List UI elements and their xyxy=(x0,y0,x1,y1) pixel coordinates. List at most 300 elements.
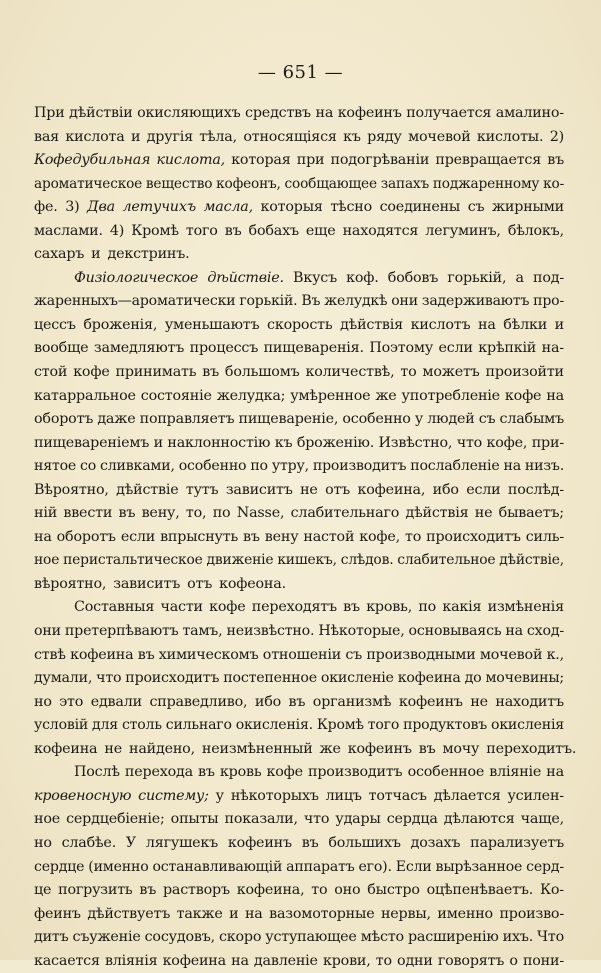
text-line xyxy=(34,620,564,644)
word: ибо xyxy=(254,693,282,710)
word: расширенію xyxy=(407,929,499,946)
word: лицъ xyxy=(325,787,362,804)
text-line xyxy=(34,832,564,856)
word: дѣйствія xyxy=(405,505,469,522)
word: другія xyxy=(146,128,193,145)
word: при xyxy=(296,152,325,169)
word: слабымъ xyxy=(499,411,564,428)
word: на xyxy=(546,387,564,404)
word: пищевареніе, xyxy=(238,411,339,428)
word: дѣйствія xyxy=(340,316,403,333)
word: относящіяся xyxy=(243,128,337,145)
word: послабленіе xyxy=(410,458,500,475)
word: происходитъ xyxy=(426,528,521,545)
word: измѣненія xyxy=(487,599,564,616)
word: съ xyxy=(478,411,496,428)
word: сахаръ xyxy=(34,246,85,263)
word: съуженіе xyxy=(72,929,141,946)
word: кофе xyxy=(73,364,110,381)
word: задерживаютъ xyxy=(421,293,530,310)
word: производными xyxy=(366,646,476,663)
word: Въ xyxy=(301,293,321,310)
word: кофе, xyxy=(486,434,528,451)
word: Кромѣ xyxy=(316,717,364,734)
word: и xyxy=(130,128,141,145)
word: декстринъ. xyxy=(107,246,190,263)
word: быстро xyxy=(367,882,420,899)
word: касается xyxy=(34,952,100,969)
word: столь xyxy=(121,717,162,734)
word: перистальтическое xyxy=(63,552,203,569)
word: основываясь xyxy=(408,623,502,640)
word: коф. xyxy=(346,269,379,286)
word: даже xyxy=(97,411,136,428)
word: и xyxy=(153,434,163,451)
word: показали, xyxy=(224,811,298,828)
text-line xyxy=(34,856,564,880)
word: низъ. xyxy=(524,458,564,475)
word: они xyxy=(34,623,61,640)
word: сердцебіеніе; xyxy=(66,811,165,828)
word: Что xyxy=(537,929,565,946)
word: именно xyxy=(437,905,493,922)
text-line xyxy=(34,432,564,456)
word: наклонностію xyxy=(167,434,271,451)
word: катарральное xyxy=(34,387,136,404)
text-line xyxy=(34,361,564,385)
text-line xyxy=(34,926,564,950)
word: принимать xyxy=(115,364,197,381)
word: впрыснуть xyxy=(160,528,239,545)
word: и xyxy=(229,905,239,922)
word: дѣлаются xyxy=(443,811,515,828)
text-line xyxy=(34,290,564,314)
word: мочу xyxy=(442,740,480,757)
word: мѣсто xyxy=(360,929,404,946)
word: к., xyxy=(546,646,564,663)
text-line xyxy=(34,196,564,220)
word: сильнаго xyxy=(165,717,232,734)
word: зависитъ xyxy=(225,481,293,498)
word: 3) xyxy=(65,199,80,216)
word: дѣйствіи xyxy=(69,105,133,121)
word: въ xyxy=(547,152,564,169)
word: дитъ xyxy=(34,929,69,946)
word: отъ xyxy=(187,575,213,592)
word: это xyxy=(59,693,84,710)
word: произойти xyxy=(485,364,564,381)
word: мочевой xyxy=(479,646,543,663)
word: произво- xyxy=(499,905,564,922)
word: если xyxy=(120,528,156,545)
text-line xyxy=(34,691,564,715)
word: феинъ xyxy=(34,905,81,922)
word: дѣйствуетъ xyxy=(87,905,171,922)
word: поджаренному xyxy=(432,175,540,192)
word: вещество xyxy=(145,175,213,192)
word: соединены xyxy=(379,199,461,216)
word: особенно xyxy=(178,458,247,475)
word: того xyxy=(367,717,400,734)
text-line xyxy=(34,455,564,479)
word: бобахъ xyxy=(248,222,299,239)
word: дѣйствіе, xyxy=(499,552,564,569)
word: справедливо, xyxy=(149,693,248,710)
word: окисленія xyxy=(491,717,564,734)
word: фе. xyxy=(34,199,58,216)
word: слабѣе. xyxy=(61,834,117,851)
word: желудка; xyxy=(216,387,286,404)
word: легуминъ, xyxy=(425,222,501,239)
text-line xyxy=(34,149,564,173)
word: сливками, xyxy=(100,458,175,475)
word: перехода xyxy=(124,764,193,781)
word: Ко- xyxy=(539,882,564,899)
word: оборотъ xyxy=(56,528,116,545)
word: найдено, xyxy=(128,740,195,757)
word: но xyxy=(34,693,52,710)
word: отъ xyxy=(325,481,351,498)
word: процессъ xyxy=(189,340,259,357)
word: особенное xyxy=(407,764,485,781)
word: и xyxy=(91,246,101,263)
text-line xyxy=(34,314,564,338)
word: пищеваренія. xyxy=(263,340,364,357)
word: мочевины; xyxy=(485,670,565,687)
word: (именно xyxy=(88,858,149,875)
word: съ xyxy=(467,199,485,216)
word: Нѣкоторые, xyxy=(318,623,405,640)
word: умѣренное xyxy=(290,387,371,404)
word: организмѣ xyxy=(312,693,392,710)
word: кофеина xyxy=(70,646,134,663)
word: по xyxy=(418,599,437,616)
text-line xyxy=(34,526,564,550)
word: кофе xyxy=(504,387,542,404)
text-line xyxy=(34,667,564,691)
word: под- xyxy=(532,269,564,286)
word: что xyxy=(303,811,330,828)
word: скоро xyxy=(218,929,262,946)
word: кофеинъ xyxy=(398,693,463,710)
word: на xyxy=(477,316,496,333)
word: кислота xyxy=(65,128,125,145)
word: горькій, xyxy=(447,269,507,286)
word: неизмѣненный xyxy=(201,740,313,757)
word: запахъ xyxy=(380,175,430,192)
word: бѣлки xyxy=(503,316,548,333)
word: цессъ xyxy=(34,316,76,333)
word: сердца xyxy=(386,811,438,828)
word: оцѣпенѣваетъ. xyxy=(426,882,534,899)
word: кофеона. xyxy=(219,575,286,592)
word: по xyxy=(250,458,268,475)
word: бѣлокъ, xyxy=(507,222,564,239)
word: пони- xyxy=(522,952,564,969)
word: происходитъ xyxy=(125,670,220,687)
word: тотчасъ xyxy=(368,787,427,804)
word: постепенное xyxy=(223,670,317,687)
word: кофе xyxy=(266,764,303,781)
word: Извѣстно, xyxy=(378,434,453,451)
word: то xyxy=(375,952,392,969)
word: на- xyxy=(541,340,564,357)
text-line xyxy=(34,385,564,409)
word: броженію. xyxy=(296,434,375,451)
text-line xyxy=(34,220,564,244)
word: сердце xyxy=(34,858,85,875)
word: же xyxy=(319,740,341,757)
word: до xyxy=(464,670,482,687)
word: кислоты. xyxy=(476,128,544,145)
word: оно xyxy=(334,882,361,899)
word: зависитъ xyxy=(113,575,181,592)
text-line xyxy=(34,785,564,809)
word: получается xyxy=(406,105,492,121)
text-body xyxy=(34,102,577,973)
word: химическомъ xyxy=(158,646,259,663)
word: вѣроятно, xyxy=(34,575,107,592)
word: производитъ xyxy=(312,458,407,475)
word: а xyxy=(515,269,524,286)
word: кислотъ xyxy=(410,316,471,333)
word: горькій. xyxy=(239,293,298,310)
word: пищевареніемъ xyxy=(34,434,150,451)
word: замедляютъ xyxy=(93,340,185,357)
word: слабительнаго xyxy=(290,505,400,522)
word: кофеинъ xyxy=(227,834,292,851)
word: вену xyxy=(264,528,299,545)
word: то xyxy=(400,364,417,381)
word: думали, xyxy=(34,670,93,687)
word: вліяніе xyxy=(489,764,542,781)
word: аппаратъ xyxy=(286,858,355,875)
word: что xyxy=(456,434,483,451)
word: кофеинъ xyxy=(347,740,412,757)
word: но xyxy=(34,834,52,851)
word: не xyxy=(474,505,493,522)
word: то, xyxy=(185,505,207,522)
word: скорость xyxy=(267,316,333,333)
text-line xyxy=(34,714,564,738)
word: погрузить xyxy=(58,882,133,899)
word: которая xyxy=(231,152,291,169)
word: вая xyxy=(34,128,59,145)
word: что xyxy=(96,670,122,687)
word: можетъ xyxy=(422,364,480,381)
word: на xyxy=(244,905,263,922)
word: въ xyxy=(418,740,436,757)
word: крови, xyxy=(322,952,371,969)
word: кровь, xyxy=(366,599,413,616)
word: ихъ. xyxy=(502,929,534,946)
word: нятое xyxy=(34,458,77,475)
word: бобовъ xyxy=(387,269,439,286)
italic-word: летучихъ xyxy=(122,199,197,216)
word: особенно xyxy=(342,411,411,428)
word: по xyxy=(212,505,231,522)
word: въ xyxy=(224,222,242,239)
word: ряду xyxy=(367,128,402,145)
text-line xyxy=(34,549,564,573)
word: окисляющихъ xyxy=(137,105,241,121)
word: вырѣзанное xyxy=(435,858,523,875)
word: кофеина xyxy=(397,670,461,687)
italic-word: Кофедубильная xyxy=(34,152,151,169)
word: претерпѣваютъ xyxy=(64,623,179,640)
text-line xyxy=(34,243,564,267)
word: жаренныхъ—ароматически xyxy=(34,293,236,310)
text-line xyxy=(34,337,564,361)
word: удары xyxy=(335,811,381,828)
text-line xyxy=(34,267,564,291)
word: то xyxy=(405,528,422,545)
word: количествѣ, xyxy=(305,364,395,381)
word: Вѣроятно, xyxy=(34,481,109,498)
word: кофе xyxy=(209,599,246,616)
word: въ xyxy=(118,505,136,522)
text-line xyxy=(34,879,564,903)
word: если xyxy=(438,340,473,357)
word: кофеина, xyxy=(357,481,426,498)
word: если xyxy=(466,481,501,498)
word: окисленіе xyxy=(320,670,394,687)
word: на xyxy=(546,764,564,781)
word: Вкусъ xyxy=(293,269,337,286)
word: находитъ xyxy=(495,693,564,710)
word: у xyxy=(215,787,224,804)
word: растворъ xyxy=(162,882,230,899)
italic-word: кислота, xyxy=(156,152,225,169)
word: парализуетъ xyxy=(470,834,564,851)
word: При xyxy=(34,105,65,121)
word: переходятъ xyxy=(251,599,337,616)
word: опыты xyxy=(170,811,219,828)
word: ко- xyxy=(543,175,565,192)
word: состояніе xyxy=(140,387,212,404)
italic-word: дѣйствіе. xyxy=(207,269,284,286)
word: тамъ, xyxy=(182,623,223,640)
word: одни xyxy=(397,952,433,969)
text-line xyxy=(34,126,564,150)
word: кофеонъ, xyxy=(216,175,281,192)
word: къ xyxy=(343,128,361,145)
word: останавливающій xyxy=(152,858,283,875)
word: сосудовъ, xyxy=(144,929,215,946)
text-line xyxy=(34,502,564,526)
word: отношеніи xyxy=(262,646,342,663)
word: вліянія xyxy=(104,952,158,969)
word: на xyxy=(315,105,334,121)
word: дѣлается xyxy=(433,787,501,804)
text-line xyxy=(34,408,564,432)
word: Поэтому xyxy=(369,340,434,357)
word: слабительное xyxy=(397,552,496,569)
word: тѣла, xyxy=(199,128,237,145)
word: 4) xyxy=(109,222,125,239)
word: большомъ xyxy=(224,364,300,381)
text-line xyxy=(34,479,564,503)
word: утру, xyxy=(271,458,309,475)
text-line xyxy=(34,808,564,832)
word: амалино- xyxy=(495,105,564,121)
word: уступающее xyxy=(265,929,357,946)
word: ное xyxy=(34,811,60,828)
word: у xyxy=(414,411,424,428)
word: при- xyxy=(531,434,564,451)
word: мочевой xyxy=(408,128,471,145)
word: давленіе xyxy=(253,952,318,969)
word: бываетъ; xyxy=(498,505,564,522)
word: о xyxy=(509,952,518,969)
word: послѣд- xyxy=(507,481,564,498)
word: въ xyxy=(202,364,219,381)
word: не xyxy=(104,740,122,757)
italic-word: кровеносную xyxy=(34,787,132,804)
word: то xyxy=(311,882,328,899)
word: къ xyxy=(274,434,293,451)
italic-word: систему; xyxy=(138,787,209,804)
word: едвали xyxy=(90,693,142,710)
word: окисленія. xyxy=(235,717,313,734)
word: ибо xyxy=(432,481,459,498)
word: крѣпкій xyxy=(478,340,537,357)
word: лягушекъ xyxy=(145,834,219,851)
word: ввести xyxy=(63,505,113,522)
word: того xyxy=(185,222,218,239)
word: кофеина xyxy=(34,740,98,757)
word: желудкѣ xyxy=(324,293,388,310)
word: условій xyxy=(34,717,89,734)
word: какія xyxy=(442,599,482,616)
word: Nasse, xyxy=(236,505,285,522)
word: Составныя xyxy=(74,599,155,616)
word: говорятъ xyxy=(437,952,505,969)
word: ствѣ xyxy=(34,646,66,663)
word: дѣйствіе xyxy=(116,481,179,498)
word: которыя xyxy=(260,199,323,216)
word: 2) xyxy=(549,128,564,145)
word: кофеина, xyxy=(236,882,305,899)
word: большихъ xyxy=(328,834,401,851)
word: Послѣ xyxy=(74,764,120,781)
word: движеніе xyxy=(206,552,274,569)
word: Кромѣ xyxy=(131,222,179,239)
word: нѣкоторыхъ xyxy=(230,787,319,804)
word: вену, xyxy=(141,505,180,522)
word: тутъ xyxy=(185,481,219,498)
word: въ xyxy=(343,599,360,616)
italic-word: Физіологическое xyxy=(74,269,199,286)
text-line xyxy=(34,596,564,620)
text-line xyxy=(34,573,564,597)
word: неизвѣстно. xyxy=(226,623,315,640)
word: Если xyxy=(395,858,432,875)
word: кровь xyxy=(219,764,262,781)
word: жирными xyxy=(491,199,564,216)
word: кофе, xyxy=(359,528,401,545)
word: ароматическое xyxy=(34,175,143,192)
word: людей xyxy=(427,411,475,428)
word: це xyxy=(34,882,52,899)
word: они xyxy=(391,293,418,310)
page-number: — 651 — xyxy=(257,62,344,83)
word: переходитъ. xyxy=(486,740,577,757)
word: въ xyxy=(288,693,306,710)
text-line xyxy=(34,950,564,973)
word: оборотъ xyxy=(34,411,94,428)
word: производитъ xyxy=(308,764,403,781)
